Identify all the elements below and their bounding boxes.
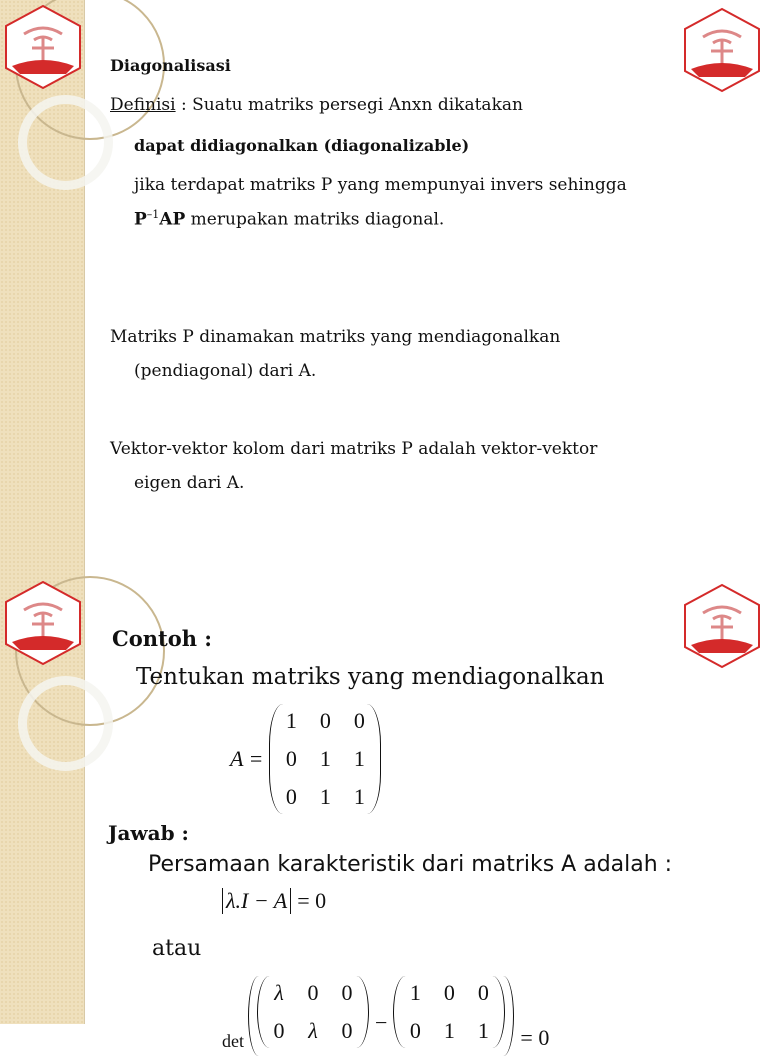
characteristic-equation	[222, 888, 326, 914]
definition-label: Definisi	[110, 95, 176, 115]
matrix-cell: 1	[285, 708, 297, 733]
persamaan-text: Persamaan karakteristik dari matriks A adalah :	[148, 852, 673, 877]
para2-line2: (pendiagonal) dari A.	[134, 361, 317, 381]
university-logo-icon	[4, 580, 82, 666]
jawab-heading: Jawab :	[108, 821, 189, 845]
matrix-cell: 0	[285, 784, 297, 809]
slide-2	[0, 576, 768, 1051]
matrix-cell: 0	[273, 1018, 285, 1043]
matrix-cell: 0	[341, 980, 353, 1005]
minus-sign: −	[375, 1010, 388, 1035]
matrix-cell: 0	[341, 1018, 353, 1043]
matrix-label: A =	[230, 746, 264, 771]
university-logo-icon	[683, 7, 761, 93]
matrix-cell: λ	[308, 1018, 318, 1043]
matrix-cell: 0	[319, 708, 331, 733]
matrix-cell: 1	[319, 746, 331, 771]
line3: jika terdapat matriks P yang mempunyai invers sehingga	[134, 175, 627, 195]
matrix-cell: 1	[443, 1018, 455, 1043]
det-equation	[222, 976, 549, 1056]
slide-title: Diagonalisasi	[110, 56, 231, 75]
definition-text: : Suatu matriks persegi Anxn dikatakan	[175, 95, 523, 115]
p-symbol: P	[134, 209, 147, 230]
matrix-cell: 0	[353, 708, 365, 733]
inverse-sup: –1	[146, 208, 160, 221]
det-label: det	[222, 1030, 244, 1051]
matrix-cell: 0	[477, 980, 489, 1005]
matrix-cell: 0	[409, 1018, 421, 1043]
line4-rest: merupakan matriks diagonal.	[185, 209, 445, 230]
task-text: Tentukan matriks yang mendiagonalkan	[136, 664, 605, 690]
contoh-heading: Contoh :	[112, 626, 213, 651]
det-rhs: = 0	[520, 1025, 550, 1050]
line4	[134, 208, 444, 230]
university-logo-icon	[683, 583, 761, 669]
para3-line1: Vektor-vektor kolom dari matriks P adalah vektor-vektor	[110, 439, 598, 459]
matrix-a	[230, 704, 381, 814]
eq-rhs: = 0	[297, 888, 327, 913]
ap-symbol: AP	[159, 209, 186, 230]
matrix-cell: 0	[285, 746, 297, 771]
matrix-cell: 1	[477, 1018, 489, 1043]
university-logo-icon	[4, 4, 82, 90]
det-expression: λ.I − A	[222, 888, 291, 914]
definition-line	[110, 95, 523, 115]
matrix-cell: 1	[319, 784, 331, 809]
atau-text: atau	[152, 936, 202, 961]
matrix-cell: 1	[409, 980, 421, 1005]
matrix-cell: 0	[307, 980, 319, 1005]
matrix-cell: 1	[353, 784, 365, 809]
matrix-cell: 0	[443, 980, 455, 1005]
bold-line: dapat didiagonalkan (diagonalizable)	[134, 136, 470, 155]
matrix-cell: 1	[353, 746, 365, 771]
matrix-cell: λ	[274, 980, 284, 1005]
para2-line1: Matriks P dinamakan matriks yang mendiagonalkan	[110, 327, 561, 347]
para3-line2: eigen dari A.	[134, 473, 245, 493]
